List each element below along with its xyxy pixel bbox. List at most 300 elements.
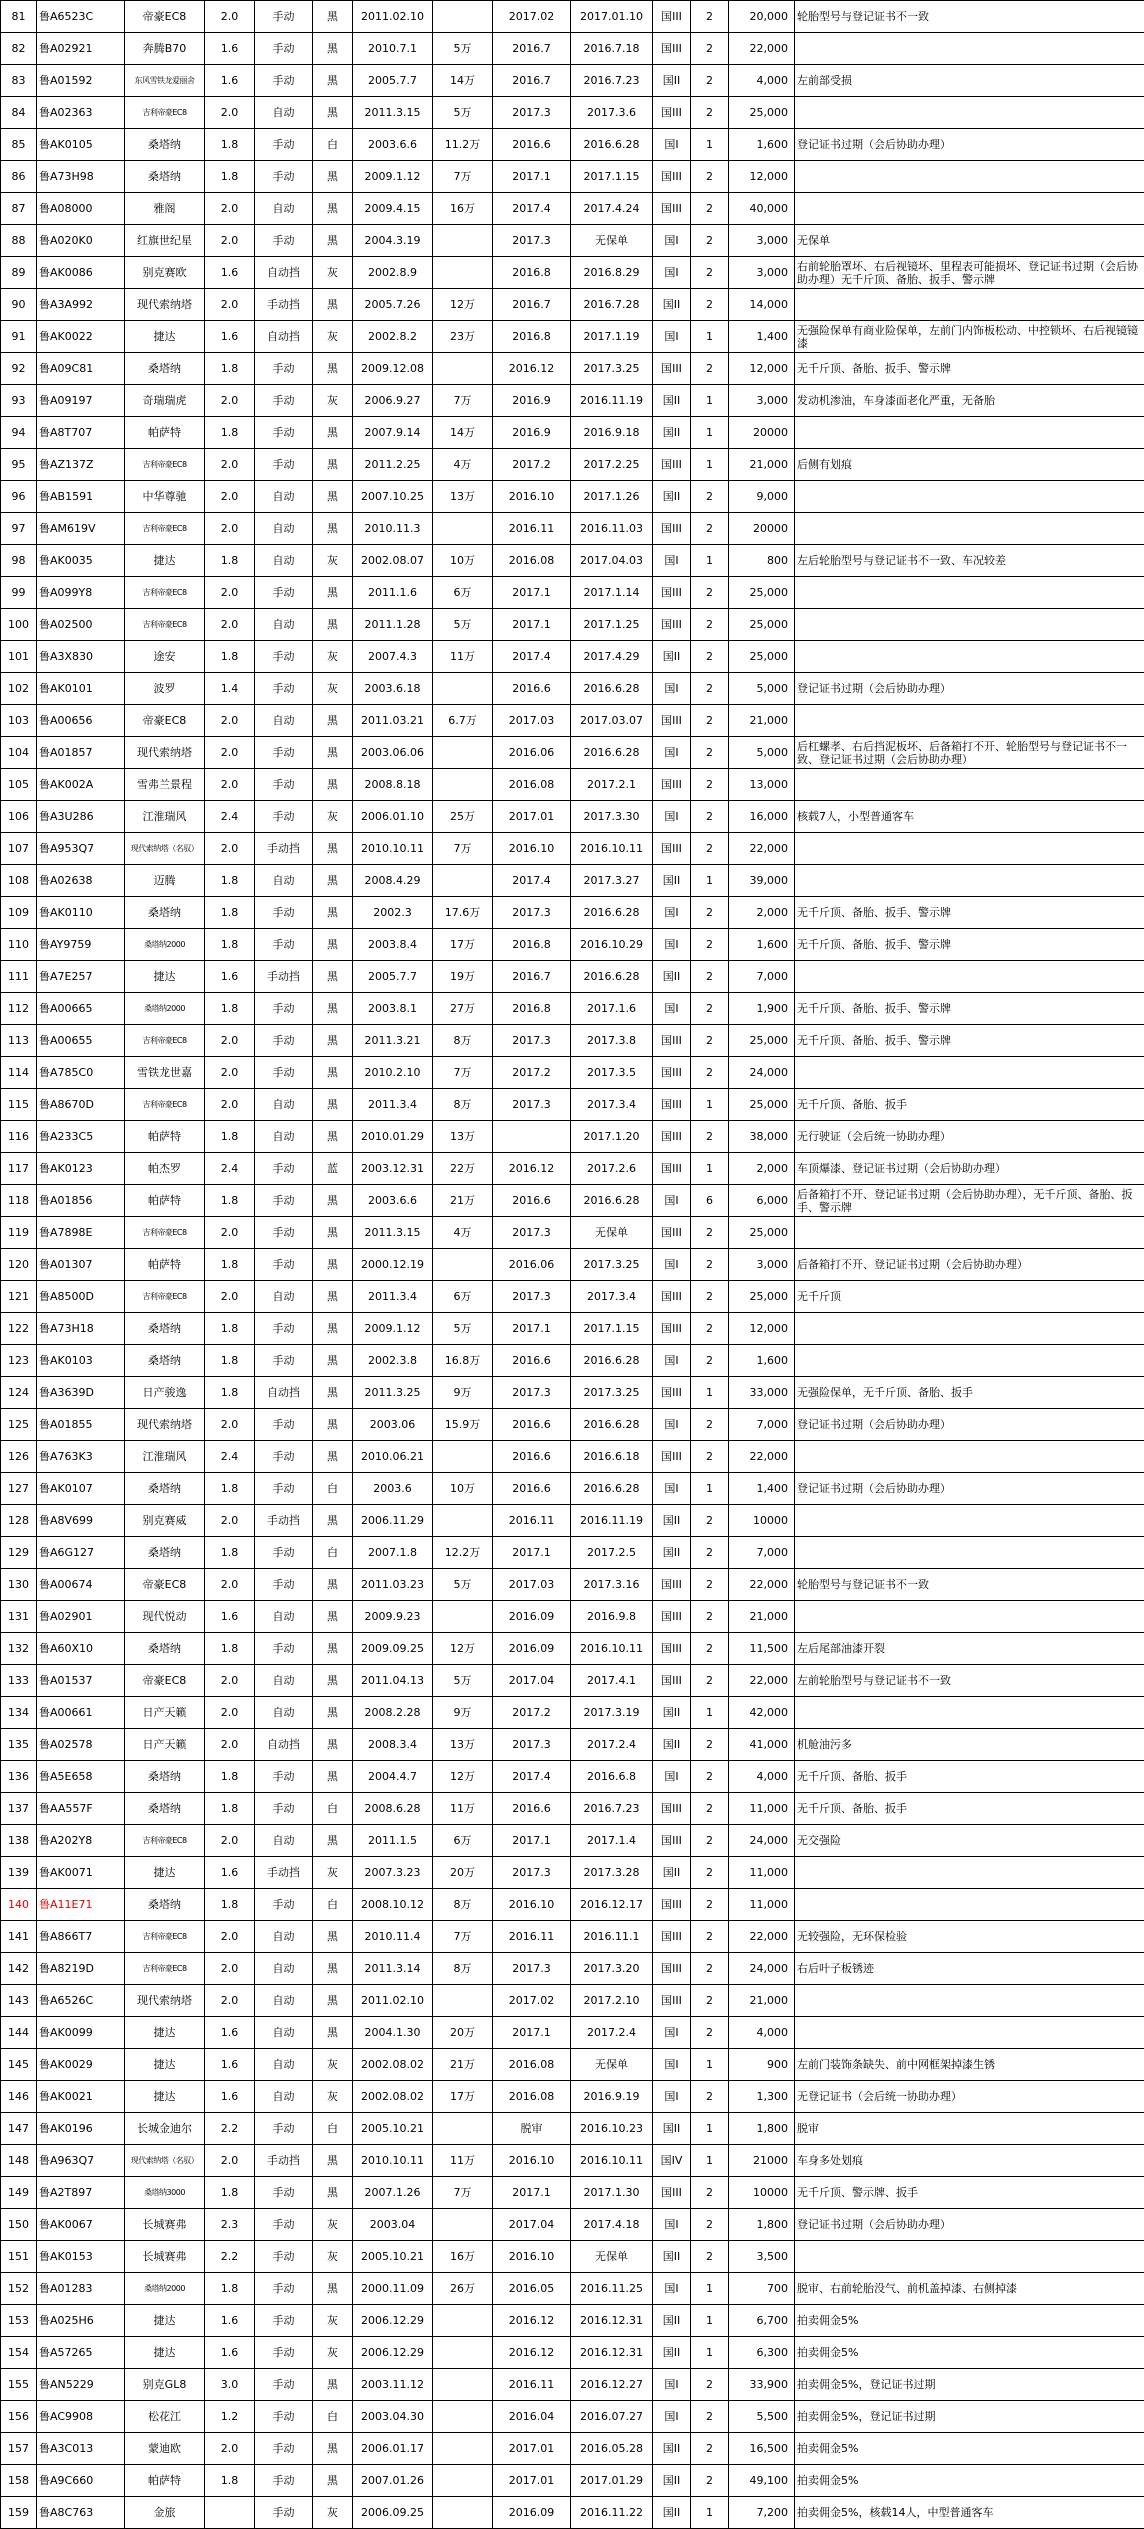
registration-date-cell: 2008.4.29: [353, 865, 433, 897]
table-row: [1, 1121, 1144, 1153]
inspection-date-cell: 2017.3: [493, 1281, 571, 1313]
remarks-cell: [795, 481, 1144, 513]
reference-price-cell: 22,000: [729, 1441, 795, 1473]
mileage-cell: 5万: [433, 1665, 493, 1697]
key-count-cell: 1: [691, 545, 729, 577]
color-cell: 黑: [313, 2017, 353, 2049]
reference-price-cell: 7,000: [729, 1537, 795, 1569]
row-number-cell: 150: [1, 2209, 37, 2241]
key-count-cell: 6: [691, 1185, 729, 1217]
emission-standard-cell: 国III: [653, 1953, 691, 1985]
plate-number-cell: 鲁A6G127: [37, 1537, 125, 1569]
mileage-cell: [433, 2433, 493, 2465]
row-number-cell: 86: [1, 161, 37, 193]
engine-displacement-cell: 2.0: [205, 1505, 255, 1537]
vehicle-model-cell: 捷达: [125, 2337, 205, 2369]
insurance-date-cell: 无保单: [571, 1217, 653, 1249]
inspection-date-cell: 2017.04: [493, 1665, 571, 1697]
emission-standard-cell: 国III: [653, 1825, 691, 1857]
insurance-date-cell: 2017.1.14: [571, 577, 653, 609]
vehicle-model-cell: 捷达: [125, 2017, 205, 2049]
remarks-cell: 右前轮胎罩坏、右后视镜坏、里程表可能损坏、登记证书过期（会后协助办理）无千斤顶、备胎、扳手、警示牌: [795, 257, 1144, 289]
mileage-cell: 4万: [433, 1217, 493, 1249]
inspection-date-cell: 2016.11: [493, 1505, 571, 1537]
insurance-date-cell: 2016.10.23: [571, 2113, 653, 2145]
emission-standard-cell: 国III: [653, 1121, 691, 1153]
reference-price-cell: 16,000: [729, 801, 795, 833]
reference-price-cell: 49,100: [729, 2465, 795, 2497]
mileage-cell: 14万: [433, 65, 493, 97]
transmission-cell: 手动挡: [255, 961, 313, 993]
key-count-cell: 2: [691, 1249, 729, 1281]
table-row: [1, 2081, 1144, 2113]
registration-date-cell: 2011.02.10: [353, 1985, 433, 2017]
mileage-cell: [433, 2369, 493, 2401]
color-cell: 黑: [313, 481, 353, 513]
row-number-cell: 102: [1, 673, 37, 705]
plate-number-cell: 鲁A01856: [37, 1185, 125, 1217]
reference-price-cell: 20000: [729, 417, 795, 449]
emission-standard-cell: 国I: [653, 801, 691, 833]
table-row: [1, 1697, 1144, 1729]
plate-number-cell: 鲁AK0021: [37, 2081, 125, 2113]
vehicle-model-cell: 吉利帝豪EC8: [125, 1217, 205, 1249]
plate-number-cell: 鲁AK0022: [37, 321, 125, 353]
engine-displacement-cell: 1.6: [205, 257, 255, 289]
insurance-date-cell: 2016.10.11: [571, 2145, 653, 2177]
remarks-cell: 无千斤顶: [795, 1281, 1144, 1313]
mileage-cell: 4万: [433, 449, 493, 481]
registration-date-cell: 2011.1.28: [353, 609, 433, 641]
row-number-cell: 126: [1, 1441, 37, 1473]
insurance-date-cell: 2017.3.6: [571, 97, 653, 129]
row-number-cell: 153: [1, 2305, 37, 2337]
row-number-cell: 116: [1, 1121, 37, 1153]
registration-date-cell: 2003.04: [353, 2209, 433, 2241]
registration-date-cell: 2007.10.25: [353, 481, 433, 513]
mileage-cell: 13万: [433, 481, 493, 513]
emission-standard-cell: 国III: [653, 353, 691, 385]
registration-date-cell: 2009.1.12: [353, 1313, 433, 1345]
row-number-cell: 123: [1, 1345, 37, 1377]
mileage-cell: [433, 865, 493, 897]
transmission-cell: 自动: [255, 1697, 313, 1729]
plate-number-cell: 鲁A8V699: [37, 1505, 125, 1537]
table-row: [1, 737, 1144, 769]
key-count-cell: 1: [691, 1153, 729, 1185]
transmission-cell: 自动: [255, 1665, 313, 1697]
plate-number-cell: 鲁AK0107: [37, 1473, 125, 1505]
registration-date-cell: 2003.6.6: [353, 129, 433, 161]
row-number-cell: 93: [1, 385, 37, 417]
color-cell: 黑: [313, 161, 353, 193]
inspection-date-cell: 2016.7: [493, 961, 571, 993]
insurance-date-cell: 2016.8.29: [571, 257, 653, 289]
mileage-cell: [433, 2465, 493, 2497]
inspection-date-cell: 2016.12: [493, 2337, 571, 2369]
plate-number-cell: 鲁A963Q7: [37, 2145, 125, 2177]
mileage-cell: 15.9万: [433, 1409, 493, 1441]
insurance-date-cell: 2016.7.23: [571, 1793, 653, 1825]
key-count-cell: 2: [691, 769, 729, 801]
vehicle-model-cell: 江淮瑞风: [125, 1441, 205, 1473]
registration-date-cell: 2003.6.6: [353, 1185, 433, 1217]
table-row: [1, 1153, 1144, 1185]
vehicle-model-cell: 桑塔纳: [125, 1761, 205, 1793]
mileage-cell: [433, 1441, 493, 1473]
remarks-cell: 拍卖佣金5%，核载14人，中型普通客车: [795, 2497, 1144, 2529]
color-cell: 黑: [313, 1409, 353, 1441]
color-cell: 黑: [313, 1825, 353, 1857]
insurance-date-cell: 2016.7.18: [571, 33, 653, 65]
vehicle-model-cell: 帕杰罗: [125, 1153, 205, 1185]
color-cell: 黑: [313, 1761, 353, 1793]
registration-date-cell: 2009.9.23: [353, 1601, 433, 1633]
mileage-cell: 6万: [433, 1281, 493, 1313]
vehicle-model-cell: 帕萨特: [125, 1185, 205, 1217]
plate-number-cell: 鲁AB1591: [37, 481, 125, 513]
transmission-cell: 手动: [255, 1185, 313, 1217]
insurance-date-cell: 2016.9.19: [571, 2081, 653, 2113]
registration-date-cell: 2011.3.25: [353, 1377, 433, 1409]
engine-displacement-cell: 1.8: [205, 417, 255, 449]
inspection-date-cell: 2016.8: [493, 257, 571, 289]
engine-displacement-cell: 1.8: [205, 1345, 255, 1377]
inspection-date-cell: 2016.6: [493, 1345, 571, 1377]
row-number-cell: 88: [1, 225, 37, 257]
vehicle-model-cell: 捷达: [125, 321, 205, 353]
insurance-date-cell: 2017.1.15: [571, 1313, 653, 1345]
table-row: [1, 1505, 1144, 1537]
color-cell: 黑: [313, 1633, 353, 1665]
row-number-cell: 135: [1, 1729, 37, 1761]
inspection-date-cell: 2017.3: [493, 1953, 571, 1985]
engine-displacement-cell: 2.0: [205, 609, 255, 641]
insurance-date-cell: 2017.3.25: [571, 1377, 653, 1409]
row-number-cell: 133: [1, 1665, 37, 1697]
remarks-cell: 无千斤顶、备胎、扳手: [795, 1089, 1144, 1121]
row-number-cell: 158: [1, 2465, 37, 2497]
key-count-cell: 2: [691, 2433, 729, 2465]
table-row: [1, 929, 1144, 961]
remarks-cell: 无登记证书（会后统一协助办理）: [795, 2081, 1144, 2113]
key-count-cell: 2: [691, 833, 729, 865]
vehicle-model-cell: 吉利帝豪EC8: [125, 1089, 205, 1121]
inspection-date-cell: 2016.6: [493, 1473, 571, 1505]
emission-standard-cell: 国II: [653, 1697, 691, 1729]
key-count-cell: 2: [691, 993, 729, 1025]
insurance-date-cell: 2017.4.24: [571, 193, 653, 225]
vehicle-model-cell: 现代索纳塔: [125, 289, 205, 321]
registration-date-cell: 2003.06: [353, 1409, 433, 1441]
mileage-cell: 25万: [433, 801, 493, 833]
table-row: [1, 257, 1144, 289]
insurance-date-cell: 2017.03.07: [571, 705, 653, 737]
mileage-cell: [433, 257, 493, 289]
registration-date-cell: 2008.8.18: [353, 769, 433, 801]
row-number-cell: 152: [1, 2273, 37, 2305]
row-number-cell: 122: [1, 1313, 37, 1345]
key-count-cell: 1: [691, 1089, 729, 1121]
registration-date-cell: 2011.3.15: [353, 1217, 433, 1249]
engine-displacement-cell: 1.6: [205, 2049, 255, 2081]
key-count-cell: 2: [691, 1857, 729, 1889]
engine-displacement-cell: 1.6: [205, 65, 255, 97]
plate-number-cell: 鲁AK0035: [37, 545, 125, 577]
remarks-cell: 脱审、右前轮胎没气、前机盖掉漆、右侧掉漆: [795, 2273, 1144, 2305]
emission-standard-cell: 国III: [653, 33, 691, 65]
insurance-date-cell: 2017.4.18: [571, 2209, 653, 2241]
table-row: [1, 289, 1144, 321]
mileage-cell: 7万: [433, 2177, 493, 2209]
table-row: [1, 961, 1144, 993]
mileage-cell: [433, 2113, 493, 2145]
vehicle-model-cell: 现代索纳塔（名驭）: [125, 833, 205, 865]
emission-standard-cell: 国II: [653, 481, 691, 513]
emission-standard-cell: 国III: [653, 1793, 691, 1825]
table-row: [1, 321, 1144, 353]
transmission-cell: 手动: [255, 2337, 313, 2369]
row-number-cell: 89: [1, 257, 37, 289]
mileage-cell: 8万: [433, 1089, 493, 1121]
engine-displacement-cell: 2.0: [205, 737, 255, 769]
inspection-date-cell: 2017.1: [493, 609, 571, 641]
transmission-cell: 自动: [255, 1921, 313, 1953]
insurance-date-cell: 2016.12.27: [571, 2369, 653, 2401]
key-count-cell: 2: [691, 2017, 729, 2049]
emission-standard-cell: 国III: [653, 1569, 691, 1601]
insurance-date-cell: 2017.3.28: [571, 1857, 653, 1889]
insurance-date-cell: 2017.1.30: [571, 2177, 653, 2209]
inspection-date-cell: [493, 1121, 571, 1153]
row-number-cell: 107: [1, 833, 37, 865]
table-row: [1, 1665, 1144, 1697]
insurance-date-cell: 2016.6.28: [571, 1409, 653, 1441]
row-number-cell: 139: [1, 1857, 37, 1889]
key-count-cell: 1: [691, 2113, 729, 2145]
color-cell: 白: [313, 1473, 353, 1505]
mileage-cell: [433, 2209, 493, 2241]
transmission-cell: 手动: [255, 33, 313, 65]
mileage-cell: [433, 769, 493, 801]
remarks-cell: [795, 1313, 1144, 1345]
table-row: [1, 2273, 1144, 2305]
row-number-cell: 99: [1, 577, 37, 609]
insurance-date-cell: 2017.4.1: [571, 1665, 653, 1697]
table-row: [1, 129, 1144, 161]
emission-standard-cell: 国I: [653, 257, 691, 289]
row-number-cell: 109: [1, 897, 37, 929]
registration-date-cell: 2009.12.08: [353, 353, 433, 385]
registration-date-cell: 2010.11.3: [353, 513, 433, 545]
key-count-cell: 2: [691, 161, 729, 193]
registration-date-cell: 2002.08.02: [353, 2049, 433, 2081]
inspection-date-cell: 2017.4: [493, 193, 571, 225]
inspection-date-cell: 2016.9: [493, 417, 571, 449]
table-row: [1, 1569, 1144, 1601]
color-cell: 黑: [313, 865, 353, 897]
key-count-cell: 2: [691, 1121, 729, 1153]
key-count-cell: 2: [691, 1505, 729, 1537]
engine-displacement-cell: 1.6: [205, 1601, 255, 1633]
remarks-cell: 登记证书过期（会后协助办理）: [795, 1473, 1144, 1505]
transmission-cell: 手动: [255, 65, 313, 97]
emission-standard-cell: 国I: [653, 897, 691, 929]
key-count-cell: 1: [691, 1377, 729, 1409]
row-number-cell: 120: [1, 1249, 37, 1281]
vehicle-model-cell: 蒙迪欧: [125, 2433, 205, 2465]
insurance-date-cell: 2017.3.4: [571, 1281, 653, 1313]
inspection-date-cell: 2016.6: [493, 1409, 571, 1441]
engine-displacement-cell: 2.0: [205, 769, 255, 801]
vehicle-model-cell: 吉利帝豪EC8: [125, 97, 205, 129]
transmission-cell: 手动: [255, 1025, 313, 1057]
transmission-cell: 自动挡: [255, 1377, 313, 1409]
registration-date-cell: 2004.4.7: [353, 1761, 433, 1793]
table-row: [1, 833, 1144, 865]
remarks-cell: 脱审: [795, 2113, 1144, 2145]
table-row: [1, 1633, 1144, 1665]
registration-date-cell: 2010.01.29: [353, 1121, 433, 1153]
remarks-cell: [795, 1345, 1144, 1377]
registration-date-cell: 2011.3.14: [353, 1953, 433, 1985]
remarks-cell: 车身多处划痕: [795, 2145, 1144, 2177]
mileage-cell: 21万: [433, 2049, 493, 2081]
engine-displacement-cell: 1.8: [205, 1377, 255, 1409]
registration-date-cell: 2006.09.25: [353, 2497, 433, 2529]
plate-number-cell: 鲁A8219D: [37, 1953, 125, 1985]
color-cell: 黑: [313, 1569, 353, 1601]
inspection-date-cell: 2016.08: [493, 2081, 571, 2113]
color-cell: 黑: [313, 1185, 353, 1217]
reference-price-cell: 900: [729, 2049, 795, 2081]
row-number-cell: 155: [1, 2369, 37, 2401]
table-row: [1, 577, 1144, 609]
color-cell: 黑: [313, 1121, 353, 1153]
key-count-cell: 2: [691, 1953, 729, 1985]
vehicle-model-cell: 迈腾: [125, 865, 205, 897]
reference-price-cell: 1,800: [729, 2209, 795, 2241]
plate-number-cell: 鲁A953Q7: [37, 833, 125, 865]
remarks-cell: [795, 1697, 1144, 1729]
vehicle-model-cell: 江淮瑞风: [125, 801, 205, 833]
inspection-date-cell: 2016.8: [493, 321, 571, 353]
remarks-cell: 拍卖佣金5%，登记证书过期: [795, 2369, 1144, 2401]
remarks-cell: [795, 833, 1144, 865]
insurance-date-cell: 2016.6.28: [571, 1473, 653, 1505]
engine-displacement-cell: 2.0: [205, 1697, 255, 1729]
key-count-cell: 2: [691, 97, 729, 129]
transmission-cell: 手动: [255, 385, 313, 417]
plate-number-cell: 鲁A7E257: [37, 961, 125, 993]
reference-price-cell: 4,000: [729, 1761, 795, 1793]
row-number-cell: 90: [1, 289, 37, 321]
key-count-cell: 2: [691, 1345, 729, 1377]
engine-displacement-cell: 2.0: [205, 449, 255, 481]
table-row: [1, 2337, 1144, 2369]
inspection-date-cell: 2017.2: [493, 1697, 571, 1729]
registration-date-cell: 2005.10.21: [353, 2241, 433, 2273]
color-cell: 黑: [313, 225, 353, 257]
reference-price-cell: 10000: [729, 1505, 795, 1537]
color-cell: 黑: [313, 2273, 353, 2305]
key-count-cell: 2: [691, 2465, 729, 2497]
key-count-cell: 1: [691, 2497, 729, 2529]
mileage-cell: 11万: [433, 641, 493, 673]
insurance-date-cell: 2016.6.28: [571, 1345, 653, 1377]
emission-standard-cell: 国III: [653, 1313, 691, 1345]
reference-price-cell: 21,000: [729, 449, 795, 481]
engine-displacement-cell: 1.8: [205, 1473, 255, 1505]
mileage-cell: 26万: [433, 2273, 493, 2305]
plate-number-cell: 鲁A02363: [37, 97, 125, 129]
inspection-date-cell: 2016.12: [493, 2305, 571, 2337]
inspection-date-cell: 2016.6: [493, 1185, 571, 1217]
plate-number-cell: 鲁A01857: [37, 737, 125, 769]
emission-standard-cell: 国II: [653, 2113, 691, 2145]
registration-date-cell: 2002.8.9: [353, 257, 433, 289]
vehicle-model-cell: 途安: [125, 641, 205, 673]
reference-price-cell: 33,900: [729, 2369, 795, 2401]
inspection-date-cell: 2017.01: [493, 2433, 571, 2465]
mileage-cell: 7万: [433, 833, 493, 865]
engine-displacement-cell: 1.8: [205, 1249, 255, 1281]
insurance-date-cell: 2017.3.25: [571, 353, 653, 385]
table-row: [1, 1953, 1144, 1985]
key-count-cell: 2: [691, 609, 729, 641]
vehicle-model-cell: 奇瑞瑞虎: [125, 385, 205, 417]
transmission-cell: 手动: [255, 1249, 313, 1281]
mileage-cell: 21万: [433, 1185, 493, 1217]
mileage-cell: 7万: [433, 1057, 493, 1089]
key-count-cell: 2: [691, 897, 729, 929]
transmission-cell: 手动: [255, 2177, 313, 2209]
row-number-cell: 130: [1, 1569, 37, 1601]
remarks-cell: [795, 641, 1144, 673]
emission-standard-cell: 国III: [653, 513, 691, 545]
transmission-cell: 手动: [255, 1633, 313, 1665]
transmission-cell: 手动: [255, 1057, 313, 1089]
inspection-date-cell: 2017.3: [493, 1729, 571, 1761]
emission-standard-cell: 国II: [653, 2433, 691, 2465]
color-cell: 灰: [313, 2337, 353, 2369]
color-cell: 灰: [313, 673, 353, 705]
table-row: [1, 1377, 1144, 1409]
engine-displacement-cell: 1.8: [205, 2273, 255, 2305]
plate-number-cell: 鲁AK0196: [37, 2113, 125, 2145]
vehicle-model-cell: 吉利帝豪EC8: [125, 1921, 205, 1953]
engine-displacement-cell: 2.0: [205, 1025, 255, 1057]
emission-standard-cell: 国III: [653, 609, 691, 641]
reference-price-cell: 1,400: [729, 1473, 795, 1505]
registration-date-cell: 2002.08.02: [353, 2081, 433, 2113]
registration-date-cell: 2003.6.18: [353, 673, 433, 705]
inspection-date-cell: 2017.1: [493, 1537, 571, 1569]
plate-number-cell: 鲁A2T897: [37, 2177, 125, 2209]
remarks-cell: 拍卖佣金5%: [795, 2433, 1144, 2465]
emission-standard-cell: 国III: [653, 577, 691, 609]
emission-standard-cell: 国III: [653, 2177, 691, 2209]
plate-number-cell: 鲁A00656: [37, 705, 125, 737]
vehicle-model-cell: 波罗: [125, 673, 205, 705]
remarks-cell: 无交强险: [795, 1825, 1144, 1857]
plate-number-cell: 鲁AZ137Z: [37, 449, 125, 481]
plate-number-cell: 鲁A9C660: [37, 2465, 125, 2497]
remarks-cell: [795, 33, 1144, 65]
remarks-cell: 无千斤顶、备胎、扳手、警示牌: [795, 897, 1144, 929]
transmission-cell: 手动: [255, 1473, 313, 1505]
emission-standard-cell: 国II: [653, 2497, 691, 2529]
